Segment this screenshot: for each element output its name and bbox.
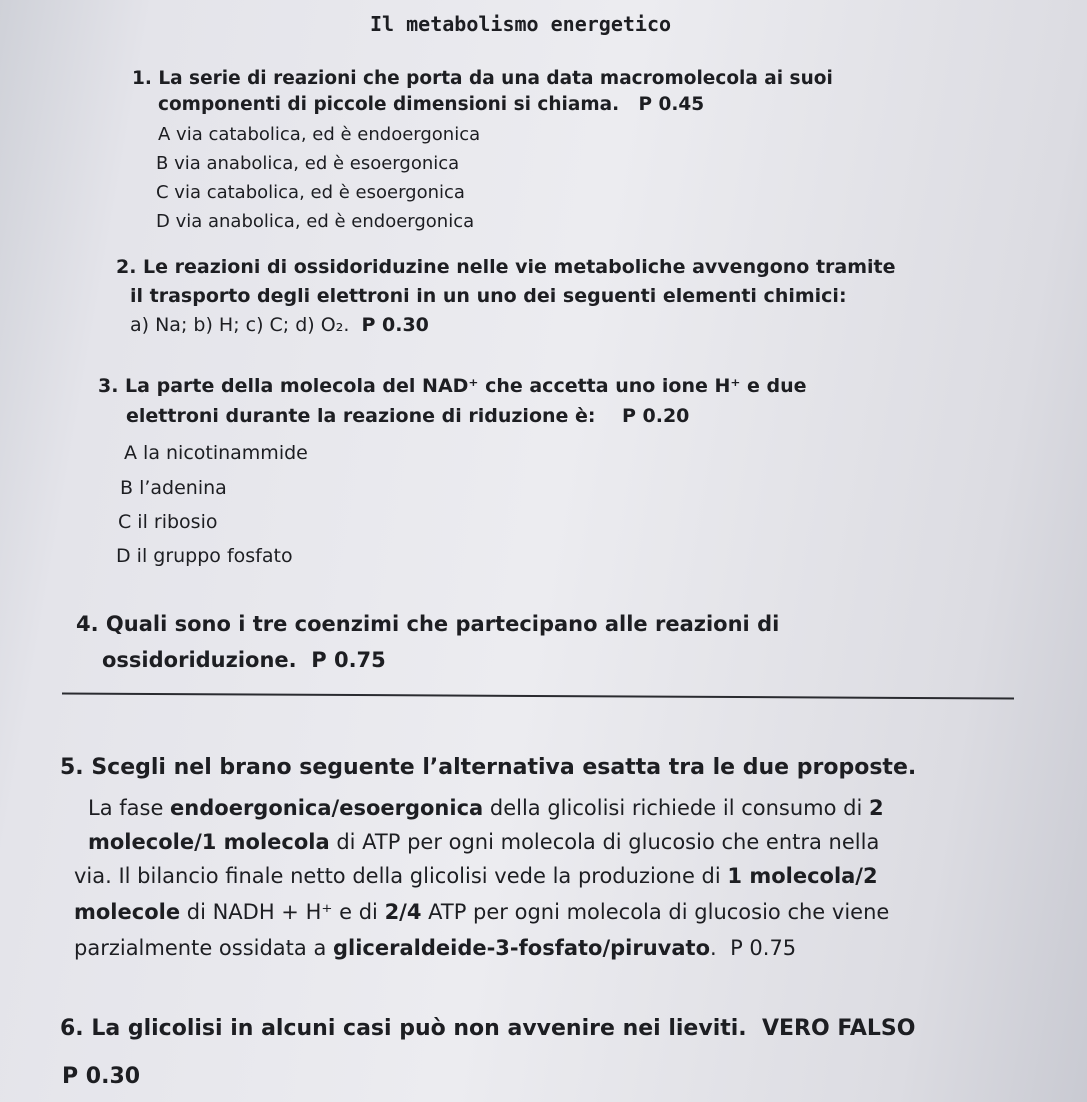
answer-line [62,693,1014,700]
q6-true-false: VERO FALSO [761,1016,916,1041]
q3-option-d: D il gruppo fosfato [116,545,293,567]
q5-choice-nadh: 1 molecola/2 [727,864,878,888]
q5-text: via. Il bilancio finale netto della glicolisi vede la produzione di [74,864,728,888]
q5-paragraph-line2 [88,830,879,854]
q3-points: P 0.20 [621,405,690,427]
q5-paragraph-line4 [74,900,889,924]
q5-text: . [710,936,717,960]
q2-points: P 0.30 [361,314,429,336]
q4-text-line1: 4. Quali sono i tre coenzimi che partecipano alle reazioni di [76,612,780,636]
q5-paragraph-line5 [74,936,796,960]
q5-text: parzialmente ossidata a [74,936,333,960]
q4-points: P 0.75 [311,648,386,672]
q1-text-line1: 1. La serie di reazioni che porta da una data macromolecola ai suoi [132,68,833,89]
q3-text-line2 [126,405,689,427]
q5-paragraph-line1 [88,796,884,820]
q6-text: 6. La glicolisi in alcuni casi può non avvenire nei lieviti. [60,1016,747,1041]
q5-text: di ATP per ogni molecola di glucosio che entra nella [329,830,880,854]
q5-choice-phase: endoergonica/esoergonica [170,796,484,820]
q3-option-a: A la nicotinammide [124,442,308,464]
q4-text-line2 [102,648,386,672]
q3-text-line1: 3. La parte della molecola del NAD⁺ che accetta uno ione H⁺ e due [98,375,807,397]
q1-option-c: C via catabolica, ed è esoergonica [156,182,465,203]
q1-text: componenti di piccole dimensioni si chiama. [158,94,620,115]
q5-choice-atp: 2/4 [384,900,422,924]
q2-text-line2: il trasporto degli elettroni in un uno dei seguenti elementi chimici: [130,285,847,307]
q1-option-d: D via anabolica, ed è endoergonica [156,211,475,232]
q5-heading: 5. Scegli nel brano seguente l’alternativa esatta tra le due proposte. [60,755,917,780]
q2-text-line3 [130,314,429,336]
q1-option-a: A via catabolica, ed è endoergonica [158,124,481,145]
q5-choice-molecules: molecole/1 molecola [88,830,330,854]
q5-text: di NADH + H⁺ e di [180,900,385,924]
q3-option-b: B l’adenina [120,477,227,499]
q1-text-line2 [158,94,704,115]
q1-option-b: B via anabolica, ed è esoergonica [156,153,460,174]
q3-text: elettroni durante la reazione di riduzione è: [126,405,596,427]
q5-choice-nadh-cont: molecole [74,900,181,924]
q5-text: ATP per ogni molecola di glucosio che viene [421,900,890,924]
q5-text: della glicolisi richiede il consumo di [483,796,869,820]
q2-text-line1: 2. Le reazioni di ossidoriduzine nelle vie metaboliche avvengono tramite [116,256,896,278]
q6-points: P 0.30 [62,1064,141,1089]
page-title: Il metabolismo energetico [370,12,672,36]
q5-choice-product: gliceraldeide-3-fosfato/piruvato [333,936,711,960]
q5-paragraph-line3 [74,864,878,888]
q2-options: a) Na; b) H; c) C; d) O₂. [130,314,350,336]
q6-text-line1 [60,1016,915,1041]
q1-points: P 0.45 [638,94,705,115]
q5-text: La fase [88,796,171,820]
q3-option-c: C il ribosio [118,511,218,533]
q5-points: P 0.75 [730,936,797,960]
q5-choice-count: 2 [868,796,884,820]
q4-text: ossidoriduzione. [102,648,297,672]
